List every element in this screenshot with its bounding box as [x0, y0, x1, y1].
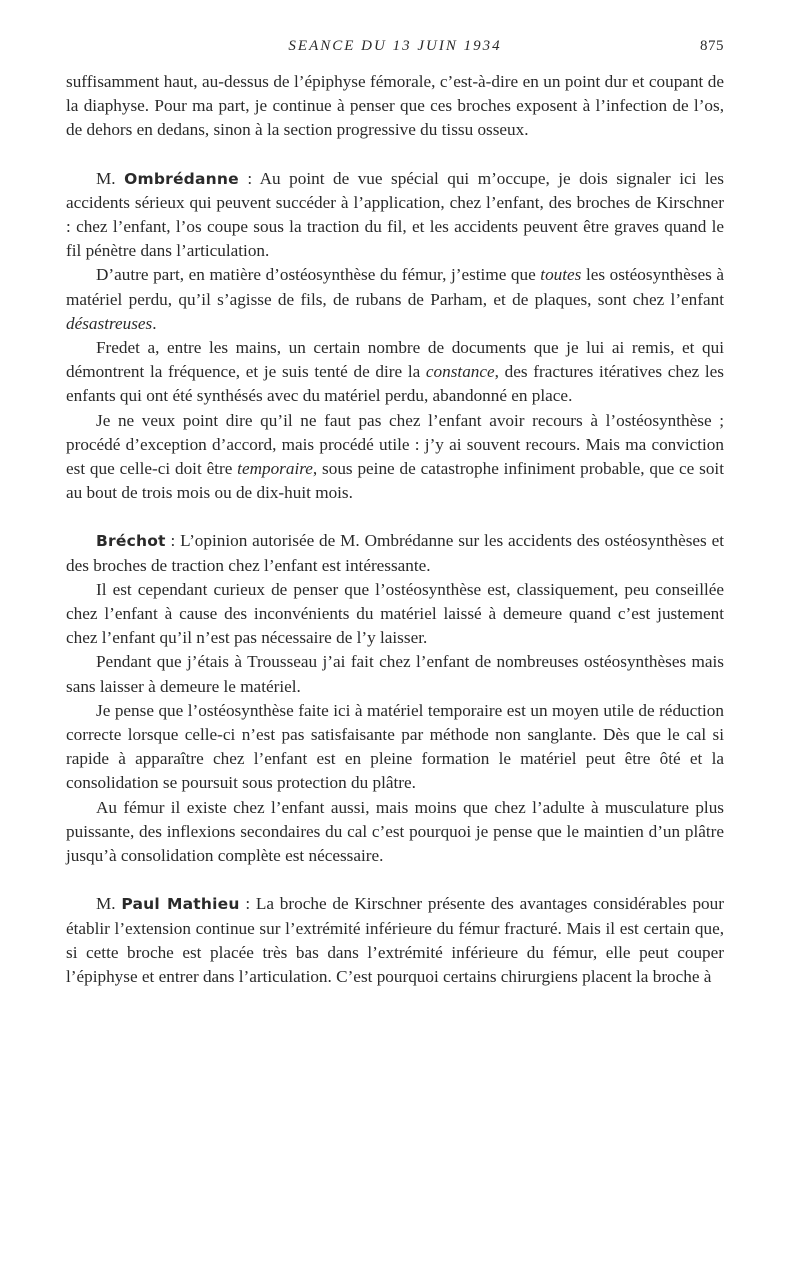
running-header [66, 38, 724, 60]
paragraph [66, 70, 724, 143]
text-run: : Au point de vue spécial qui m’occupe, je dois signaler ici les accidents sérieux qui peuvent succéder à l’application, chez l’enfant, des broches de Kirschner : chez l’enfant, l’os coupe sous la traction du fil, et les accidents peuvent être graves quand le fil pénètre dans l’articulation. [66, 168, 724, 261]
text-run: les ostéosynthèses à matériel perdu, qu’il s’agisse de fils, de rubans de Parham, et de plaques, sont chez l’enfant [66, 265, 724, 309]
text-run: Il est cependant curieux de penser que l’ostéosynthèse est, classiquement, peu conseillée chez l’enfant à cause des inconvénients du matériel laissé à demeure quand c’est justement chez l’enfant qu’il n’est pas nécessaire de l’y laisser. [66, 579, 724, 648]
paragraph [66, 263, 724, 336]
text-run: suffisamment haut, au-dessus de l’épiphyse fémorale, c’est-à-dire en un point dur et coupant de la diaphyse. Pour ma part, je continue à penser que ces broches exposent à l’infection de l’os, de dehors en dedans, sinon à la section progressive du tissu osseux. [66, 72, 724, 140]
paragraph [66, 796, 724, 869]
italic-text: désastreuses [66, 313, 153, 333]
paragraph [66, 578, 724, 651]
body-text [66, 70, 724, 989]
speaker-name: Ombrédanne [124, 169, 239, 188]
italic-text: temporaire [237, 459, 313, 479]
paragraph [66, 892, 724, 989]
speaker-name: Bréchot [96, 532, 166, 551]
text-run: : La broche de Kirschner présente des avantages considérables pour établir l’extension continue sur l’extrémité inférieure du fémur fracturé. Mais il est certain que, si cette broche est placée très bas dans l’extrémité inférieure du fémur, elle peut couper l’épiphyse et entrer dans l’articulation. C’est pourquoi certains chirurgiens placent la broche à [66, 894, 724, 986]
text-run: , sous peine de catastrophe infiniment probable, que ce soit au bout de trois mois ou de dix-huit mois. [66, 459, 724, 503]
speaker-prefix: M. [96, 894, 122, 914]
text-run: Pendant que j’étais à Trousseau j’ai fait chez l’enfant de nombreuses ostéosynthèses mais sans laisser à demeure le matériel. [66, 652, 724, 696]
speaker-prefix: M. [96, 168, 125, 188]
paragraph [66, 167, 724, 264]
text-run: Je ne veux point dire qu’il ne faut pas chez l’enfant avoir recours à l’ostéosynthèse ; procédé d’exception d’accord, mais procédé utile : j’y ai souvent recours. Mais ma conviction est que celle-ci doit être [66, 410, 724, 479]
paragraph [66, 699, 724, 796]
text-run: D’autre part, en matière d’ostéosynthèse du fémur, j’estime que [96, 265, 541, 285]
speaker-name: Paul Mathieu [121, 895, 240, 914]
text-run: Fredet a, entre les mains, un certain nombre de documents que je lui ai remis, et qui démontrent la fréquence, et je suis tenté de dire la [66, 338, 724, 382]
paragraph [66, 650, 724, 698]
running-title: SEANCE DU 13 JUIN 1934 [288, 38, 502, 54]
paragraph [66, 409, 724, 506]
page-number: 875 [700, 38, 724, 54]
text-run: . [152, 313, 157, 333]
text-run: , des fractures itératives chez les enfants qui ont été synthésés avec du matériel perdu, abandonné en place. [66, 362, 724, 406]
paragraph [66, 529, 724, 577]
italic-text: toutes [540, 265, 582, 285]
italic-text: constance [425, 362, 495, 382]
text-run: Au fémur il existe chez l’enfant aussi, mais moins que chez l’adulte à musculature plus puissante, des inflexions secondaires du cal c’est pourquoi je pense que le maintien d’un plâtre jusqu’à consolidation complète est nécessaire. [66, 797, 724, 866]
document-page [66, 38, 724, 989]
text-run: : L’opinion autorisée de M. Ombrédanne sur les accidents des ostéosynthèses et des broches de traction chez l’enfant est intéressante. [66, 531, 724, 575]
paragraph [66, 336, 724, 409]
text-run: Je pense que l’ostéosynthèse faite ici à matériel temporaire est un moyen utile de réduction correcte lorsque celle-ci n’est pas satisfaisante par méthode non sanglante. Dès que le cal si rapide à apparaître chez l’enfant est en pleine formation le matériel peut être ôté et la consolidation se poursuit sous protection du plâtre. [66, 700, 724, 793]
